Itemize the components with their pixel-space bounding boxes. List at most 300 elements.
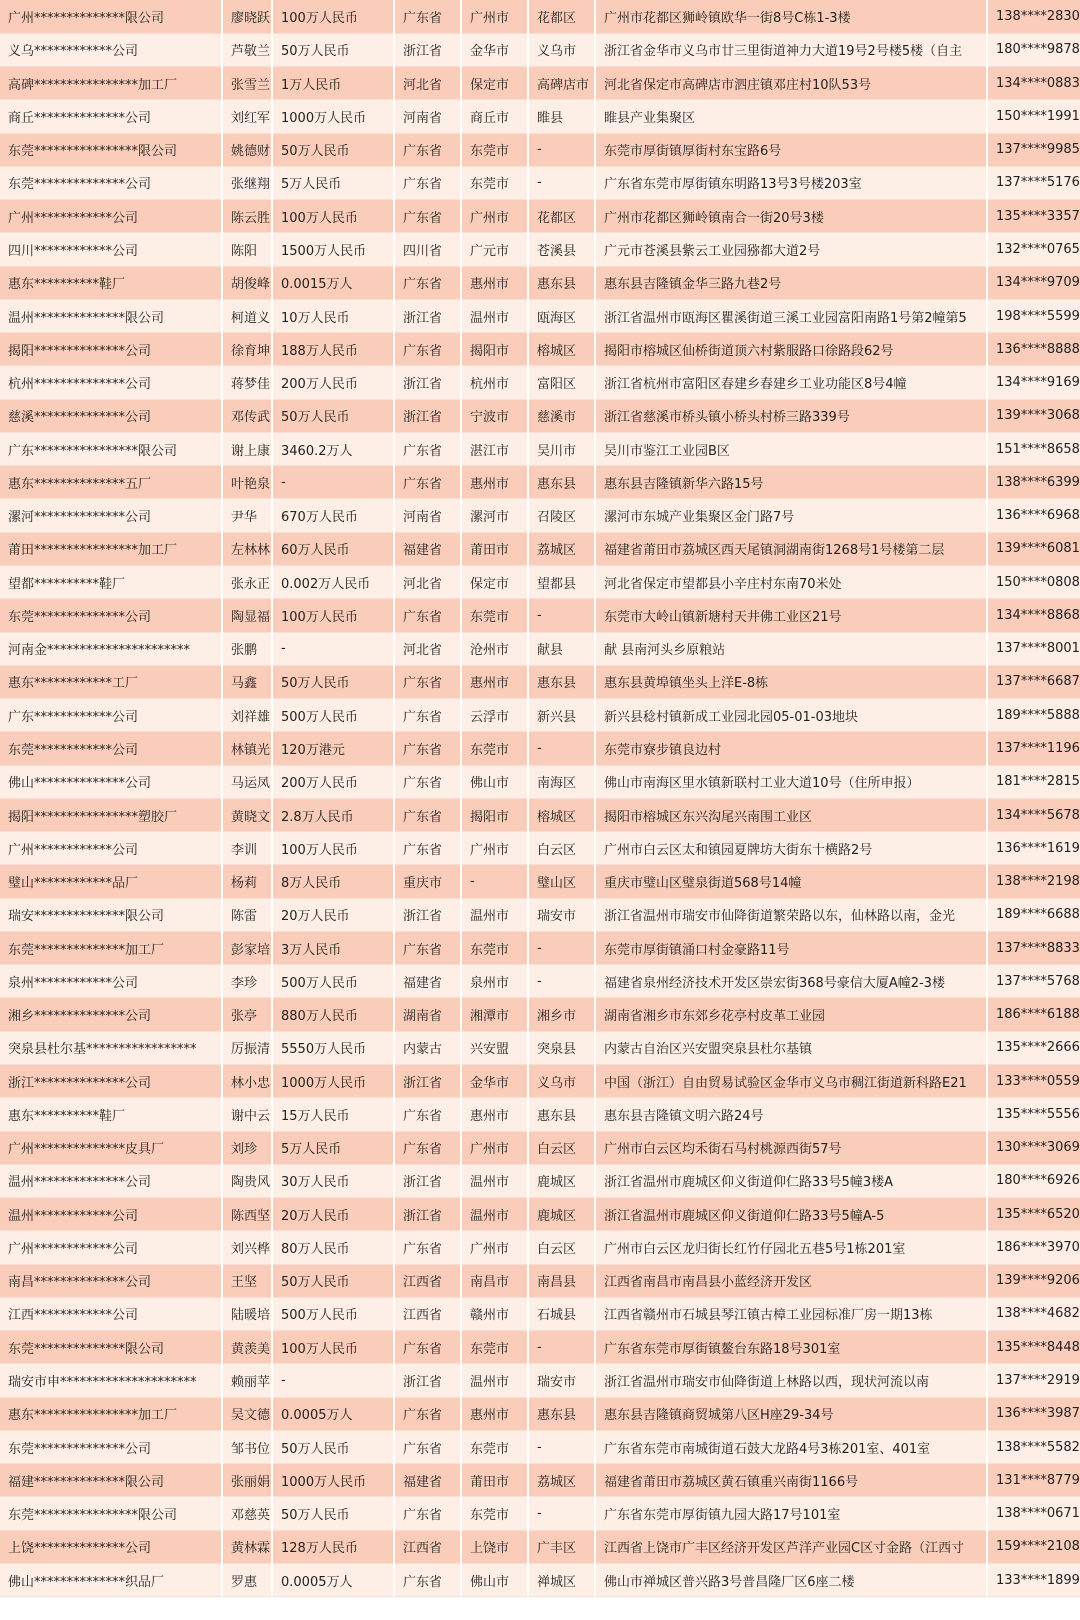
registered-capital-cell: 50万人民币 — [272, 1264, 394, 1297]
registered-capital-cell: 5万人民币 — [272, 166, 394, 199]
phone-cell: 136****1619 — [987, 832, 1080, 865]
city-cell: 广州市 — [461, 200, 528, 233]
address-cell: 献 县南河头乡原粮站 — [595, 632, 987, 665]
legal-person-cell: 林小忠 — [222, 1065, 272, 1098]
district-cell: 石城县 — [528, 1297, 595, 1330]
phone-cell: 136****6968 — [987, 499, 1080, 532]
table-row — [0, 965, 1080, 998]
phone-cell: 131****8779 — [987, 1464, 1080, 1497]
district-cell: 璧山区 — [528, 865, 595, 898]
district-cell: 南昌县 — [528, 1264, 595, 1297]
city-cell: 赣州市 — [461, 1297, 528, 1330]
city-cell: 广州市 — [461, 1231, 528, 1264]
address-cell: 广东省东莞市厚街镇九园大路17号101室 — [595, 1497, 987, 1530]
city-cell: 莆田市 — [461, 1464, 528, 1497]
table-row — [0, 1331, 1080, 1364]
phone-cell: 135****6520 — [987, 1198, 1080, 1231]
province-cell: 河北省 — [394, 67, 461, 100]
address-cell: 福建省泉州经济技术开发区崇宏街368号豪信大厦A幢2-3楼 — [595, 965, 987, 998]
registered-capital-cell: 30万人民币 — [272, 1164, 394, 1197]
address-cell: 广州市白云区龙归街长红竹仔园北五巷5号1栋201室 — [595, 1231, 987, 1264]
phone-cell: 139****9206 — [987, 1264, 1080, 1297]
legal-person-cell: 刘珍 — [222, 1131, 272, 1164]
company-name-cell: 泉州************公司 — [0, 965, 222, 998]
table-row — [0, 1031, 1080, 1064]
province-cell: 广东省 — [394, 599, 461, 632]
city-cell: 宁波市 — [461, 399, 528, 432]
province-cell: 四川省 — [394, 233, 461, 266]
table-row — [0, 1497, 1080, 1530]
address-cell: 广元市苍溪县紫云工业园猕都大道2号 — [595, 233, 987, 266]
phone-cell: 137****6687 — [987, 665, 1080, 698]
company-name-cell: 惠东**********鞋厂 — [0, 1098, 222, 1131]
table-row — [0, 333, 1080, 366]
table-row — [0, 1231, 1080, 1264]
legal-person-cell: 胡俊峰 — [222, 266, 272, 299]
registered-capital-cell: 5万人民币 — [272, 1131, 394, 1164]
address-cell: 惠东县黄埠镇坐头上洋E-8栋 — [595, 665, 987, 698]
province-cell: 浙江省 — [394, 399, 461, 432]
registered-capital-cell: 50万人民币 — [272, 665, 394, 698]
company-name-cell: 温州**************限公司 — [0, 299, 222, 332]
city-cell: 沧州市 — [461, 632, 528, 665]
company-name-cell: 揭阳**************公司 — [0, 333, 222, 366]
registered-capital-cell: 50万人民币 — [272, 1430, 394, 1463]
phone-cell: 135****5556 — [987, 1098, 1080, 1131]
address-cell: 江西省南昌市南昌县小蓝经济开发区 — [595, 1264, 987, 1297]
address-cell: 揭阳市榕城区仙桥街道顶六村紫服路口徐路段62号 — [595, 333, 987, 366]
registered-capital-cell: 200万人民币 — [272, 765, 394, 798]
city-cell: 广州市 — [461, 0, 528, 33]
address-cell: 江西省上饶市广丰区经济开发区芦洋产业园C区寸金路（江西寸 — [595, 1530, 987, 1563]
city-cell: 上饶市 — [461, 1530, 528, 1563]
phone-cell: 130****3069 — [987, 1131, 1080, 1164]
address-cell: 河北省保定市高碑店市泗庄镇邓庄村10队53号 — [595, 67, 987, 100]
table-row — [0, 1098, 1080, 1131]
company-name-cell: 慈溪**************公司 — [0, 399, 222, 432]
address-cell: 湖南省湘乡市东郊乡花亭村皮革工业园 — [595, 998, 987, 1031]
province-cell: 广东省 — [394, 765, 461, 798]
company-name-cell: 四川************公司 — [0, 233, 222, 266]
district-cell: 湘乡市 — [528, 998, 595, 1031]
phone-cell: 134****0883 — [987, 67, 1080, 100]
address-cell: 广州市花都区狮岭镇南合一街20号3楼 — [595, 200, 987, 233]
city-cell: 东莞市 — [461, 732, 528, 765]
province-cell: 江西省 — [394, 1530, 461, 1563]
legal-person-cell: 林镇光 — [222, 732, 272, 765]
district-cell: - — [528, 1430, 595, 1463]
company-name-cell: 杭州**************公司 — [0, 366, 222, 399]
legal-person-cell: 张鹏 — [222, 632, 272, 665]
city-cell: 湘潭市 — [461, 998, 528, 1031]
district-cell: 高碑店市 — [528, 67, 595, 100]
address-cell: 东莞市厚街镇涌口村金豪路11号 — [595, 931, 987, 964]
district-cell: 禅城区 — [528, 1563, 595, 1596]
address-cell: 广州市白云区均禾街石马村桃源西街57号 — [595, 1131, 987, 1164]
province-cell: 河南省 — [394, 100, 461, 133]
district-cell: 突泉县 — [528, 1031, 595, 1064]
company-name-cell: 温州************公司 — [0, 1198, 222, 1231]
province-cell: 广东省 — [394, 1397, 461, 1430]
legal-person-cell: 马鑫 — [222, 665, 272, 698]
city-cell: 温州市 — [461, 1164, 528, 1197]
phone-cell: 139****3068 — [987, 399, 1080, 432]
province-cell: 浙江省 — [394, 1065, 461, 1098]
company-name-cell: 义乌************公司 — [0, 33, 222, 66]
registered-capital-cell: 1500万人民币 — [272, 233, 394, 266]
company-name-cell: 东莞**************公司 — [0, 599, 222, 632]
city-cell: 惠州市 — [461, 665, 528, 698]
legal-person-cell: 黄羡美 — [222, 1331, 272, 1364]
table-row — [0, 1264, 1080, 1297]
company-name-cell: 惠东**************五厂 — [0, 466, 222, 499]
province-cell: 广东省 — [394, 432, 461, 465]
company-name-cell: 揭阳****************塑胶厂 — [0, 798, 222, 831]
legal-person-cell: 李训 — [222, 832, 272, 865]
province-cell: 广东省 — [394, 1497, 461, 1530]
district-cell: 榕城区 — [528, 333, 595, 366]
province-cell: 浙江省 — [394, 366, 461, 399]
city-cell: 兴安盟 — [461, 1031, 528, 1064]
table-row — [0, 599, 1080, 632]
address-cell: 浙江省温州市鹿城区仰义街道仰仁路33号5幢3楼A — [595, 1164, 987, 1197]
registered-capital-cell: 2.8万人民币 — [272, 798, 394, 831]
registered-capital-cell: 3万人民币 — [272, 931, 394, 964]
registered-capital-cell: 100万人民币 — [272, 832, 394, 865]
city-cell: 东莞市 — [461, 931, 528, 964]
address-cell: 浙江省杭州市富阳区春建乡春建乡工业功能区8号4幢 — [595, 366, 987, 399]
legal-person-cell: 黄林霖 — [222, 1530, 272, 1563]
legal-person-cell: 陈云胜 — [222, 200, 272, 233]
registered-capital-cell: 100万人民币 — [272, 200, 394, 233]
legal-person-cell: 谢上康 — [222, 432, 272, 465]
company-name-cell: 佛山**************织品厂 — [0, 1563, 222, 1596]
table-row — [0, 1065, 1080, 1098]
registered-capital-cell: 500万人民币 — [272, 1297, 394, 1330]
legal-person-cell: 邓慈英 — [222, 1497, 272, 1530]
registered-capital-cell: 50万人民币 — [272, 133, 394, 166]
table-row — [0, 765, 1080, 798]
table-row — [0, 832, 1080, 865]
address-cell: 福建省莆田市荔城区黄石镇重兴南街1166号 — [595, 1464, 987, 1497]
company-name-cell: 广州************公司 — [0, 200, 222, 233]
district-cell: 望都县 — [528, 566, 595, 599]
province-cell: 广东省 — [394, 1563, 461, 1596]
phone-cell: 133****1899 — [987, 1563, 1080, 1596]
legal-person-cell: 芦敬兰 — [222, 33, 272, 66]
phone-cell: 137****8001 — [987, 632, 1080, 665]
registered-capital-cell: - — [272, 632, 394, 665]
province-cell: 浙江省 — [394, 898, 461, 931]
legal-person-cell: 陶显福 — [222, 599, 272, 632]
phone-cell: 186****3970 — [987, 1231, 1080, 1264]
phone-cell: 136****3987 — [987, 1397, 1080, 1430]
city-cell: 温州市 — [461, 299, 528, 332]
district-cell: 惠东县 — [528, 1397, 595, 1430]
phone-cell: 186****6188 — [987, 998, 1080, 1031]
district-cell: - — [528, 133, 595, 166]
legal-person-cell: 罗惠 — [222, 1563, 272, 1596]
company-name-cell: 南昌**************公司 — [0, 1264, 222, 1297]
table-row — [0, 200, 1080, 233]
table-row — [0, 1464, 1080, 1497]
phone-cell: 138****4682 — [987, 1297, 1080, 1330]
district-cell: 惠东县 — [528, 1098, 595, 1131]
legal-person-cell: 陶贵风 — [222, 1164, 272, 1197]
city-cell: 广州市 — [461, 832, 528, 865]
table-row — [0, 898, 1080, 931]
phone-cell: 137****8833 — [987, 931, 1080, 964]
phone-cell: 138****2830 — [987, 0, 1080, 33]
company-name-cell: 东莞****************限公司 — [0, 133, 222, 166]
registered-capital-cell: 880万人民币 — [272, 998, 394, 1031]
phone-cell: 151****8658 — [987, 432, 1080, 465]
district-cell: 榕城区 — [528, 798, 595, 831]
phone-cell: 138****5582 — [987, 1430, 1080, 1463]
table-row — [0, 1297, 1080, 1330]
address-cell: 广州市花都区狮岭镇欧华一街8号C栋1-3楼 — [595, 0, 987, 33]
city-cell: 云浮市 — [461, 699, 528, 732]
city-cell: 佛山市 — [461, 765, 528, 798]
province-cell: 广东省 — [394, 832, 461, 865]
province-cell: 广东省 — [394, 0, 461, 33]
address-cell: 惠东县吉隆镇文明六路24号 — [595, 1098, 987, 1131]
city-cell: - — [461, 865, 528, 898]
table-row — [0, 1198, 1080, 1231]
registered-capital-cell: 0.0005万人 — [272, 1397, 394, 1430]
province-cell: 浙江省 — [394, 1198, 461, 1231]
table-row — [0, 67, 1080, 100]
phone-cell: 137****1196 — [987, 732, 1080, 765]
city-cell: 广元市 — [461, 233, 528, 266]
phone-cell: 134****5678 — [987, 798, 1080, 831]
registered-capital-cell: 128万人民币 — [272, 1530, 394, 1563]
phone-cell: 134****9169 — [987, 366, 1080, 399]
address-cell: 吴川市鉴江工业园B区 — [595, 432, 987, 465]
registered-capital-cell: 8万人民币 — [272, 865, 394, 898]
district-cell: 睢县 — [528, 100, 595, 133]
table-row — [0, 299, 1080, 332]
city-cell: 保定市 — [461, 67, 528, 100]
address-cell: 浙江省金华市义乌市廿三里街道神力大道19号2号楼5楼（自主 — [595, 33, 987, 66]
legal-person-cell: 张亭 — [222, 998, 272, 1031]
table-row — [0, 632, 1080, 665]
legal-person-cell: 柯道义 — [222, 299, 272, 332]
legal-person-cell: 陈阳 — [222, 233, 272, 266]
table-row — [0, 865, 1080, 898]
legal-person-cell: 马运凤 — [222, 765, 272, 798]
table-row — [0, 1530, 1080, 1563]
legal-person-cell: 张永正 — [222, 566, 272, 599]
registered-capital-cell: 0.0015万人 — [272, 266, 394, 299]
address-cell: 漯河市东城产业集聚区金门路7号 — [595, 499, 987, 532]
registered-capital-cell: 100万人民币 — [272, 0, 394, 33]
registered-capital-cell: 0.002万人民币 — [272, 566, 394, 599]
phone-cell: 138****0671 — [987, 1497, 1080, 1530]
district-cell: 惠东县 — [528, 665, 595, 698]
registered-capital-cell: 10万人民币 — [272, 299, 394, 332]
province-cell: 河南省 — [394, 499, 461, 532]
registered-capital-cell: 1000万人民币 — [272, 1464, 394, 1497]
province-cell: 浙江省 — [394, 33, 461, 66]
registered-capital-cell: 20万人民币 — [272, 1198, 394, 1231]
district-cell: 荔城区 — [528, 1464, 595, 1497]
district-cell: 吴川市 — [528, 432, 595, 465]
registered-capital-cell: - — [272, 466, 394, 499]
province-cell: 浙江省 — [394, 1364, 461, 1397]
company-name-cell: 莆田****************加工厂 — [0, 532, 222, 565]
registered-capital-cell: 100万人民币 — [272, 599, 394, 632]
table-row — [0, 1397, 1080, 1430]
company-name-cell: 瑞安市申********************* — [0, 1364, 222, 1397]
district-cell: 惠东县 — [528, 266, 595, 299]
district-cell: 义乌市 — [528, 1065, 595, 1098]
city-cell: 揭阳市 — [461, 333, 528, 366]
city-cell: 惠州市 — [461, 466, 528, 499]
address-cell: 广州市白云区太和镇园夏牌坊大街东十横路2号 — [595, 832, 987, 865]
address-cell: 浙江省温州市鹿城区仰义街道仰仁路33号5幢A-5 — [595, 1198, 987, 1231]
district-cell: 白云区 — [528, 1131, 595, 1164]
legal-person-cell: 王坚 — [222, 1264, 272, 1297]
address-cell: 广东省东莞市厚街镇东明路13号3号楼203室 — [595, 166, 987, 199]
phone-cell: 134****9709 — [987, 266, 1080, 299]
legal-person-cell: 陆暖培 — [222, 1297, 272, 1330]
phone-cell: 150****1991 — [987, 100, 1080, 133]
phone-cell: 138****2198 — [987, 865, 1080, 898]
company-name-cell: 璧山************品厂 — [0, 865, 222, 898]
province-cell: 广东省 — [394, 333, 461, 366]
company-name-cell: 商丘**************公司 — [0, 100, 222, 133]
registered-capital-cell: 50万人民币 — [272, 399, 394, 432]
table-row — [0, 399, 1080, 432]
city-cell: 东莞市 — [461, 1497, 528, 1530]
phone-cell: 136****8888 — [987, 333, 1080, 366]
province-cell: 湖南省 — [394, 998, 461, 1031]
table-row — [0, 466, 1080, 499]
table-row — [0, 166, 1080, 199]
district-cell: 召陵区 — [528, 499, 595, 532]
district-cell: 荔城区 — [528, 532, 595, 565]
province-cell: 江西省 — [394, 1264, 461, 1297]
table-row — [0, 133, 1080, 166]
legal-person-cell: 黄晓文 — [222, 798, 272, 831]
registered-capital-cell: 20万人民币 — [272, 898, 394, 931]
district-cell: 白云区 — [528, 1231, 595, 1264]
city-cell: 莆田市 — [461, 532, 528, 565]
phone-cell: 135****8448 — [987, 1331, 1080, 1364]
table-row — [0, 998, 1080, 1031]
address-cell: 惠东县吉隆镇商贸城第八区H座29-34号 — [595, 1397, 987, 1430]
legal-person-cell: 刘红军 — [222, 100, 272, 133]
legal-person-cell: 刘祥雄 — [222, 699, 272, 732]
legal-person-cell: 彭家培 — [222, 931, 272, 964]
company-name-cell: 东莞**************公司 — [0, 1430, 222, 1463]
phone-cell: 137****9985 — [987, 133, 1080, 166]
province-cell: 广东省 — [394, 665, 461, 698]
legal-person-cell: 陈雷 — [222, 898, 272, 931]
address-cell: 重庆市璧山区璧泉街道568号14幢 — [595, 865, 987, 898]
city-cell: 金华市 — [461, 33, 528, 66]
province-cell: 广东省 — [394, 1331, 461, 1364]
legal-person-cell: 尹华 — [222, 499, 272, 532]
phone-cell: 135****2666 — [987, 1031, 1080, 1064]
legal-person-cell: 厉振清 — [222, 1031, 272, 1064]
phone-cell: 189****6688 — [987, 898, 1080, 931]
city-cell: 揭阳市 — [461, 798, 528, 831]
company-name-cell: 广州************公司 — [0, 1231, 222, 1264]
district-cell: 鹿城区 — [528, 1164, 595, 1197]
district-cell: 白云区 — [528, 832, 595, 865]
city-cell: 漯河市 — [461, 499, 528, 532]
city-cell: 惠州市 — [461, 266, 528, 299]
phone-cell: 132****0765 — [987, 233, 1080, 266]
table-row — [0, 1430, 1080, 1463]
city-cell: 东莞市 — [461, 1430, 528, 1463]
province-cell: 福建省 — [394, 965, 461, 998]
city-cell: 佛山市 — [461, 1563, 528, 1596]
company-name-cell: 高碑****************加工厂 — [0, 67, 222, 100]
legal-person-cell: 张雪兰 — [222, 67, 272, 100]
company-name-cell: 漯河**************公司 — [0, 499, 222, 532]
registered-capital-cell: 60万人民币 — [272, 532, 394, 565]
table-row — [0, 366, 1080, 399]
province-cell: 广东省 — [394, 798, 461, 831]
province-cell: 广东省 — [394, 1231, 461, 1264]
district-cell: - — [528, 166, 595, 199]
province-cell: 广东省 — [394, 200, 461, 233]
city-cell: 湛江市 — [461, 432, 528, 465]
legal-person-cell: 邓传武 — [222, 399, 272, 432]
legal-person-cell: 廖晓跃 — [222, 0, 272, 33]
phone-cell: 159****2108 — [987, 1530, 1080, 1563]
address-cell: 浙江省慈溪市桥头镇小桥头村桥三路339号 — [595, 399, 987, 432]
company-name-cell: 广东************公司 — [0, 699, 222, 732]
district-cell: 义乌市 — [528, 33, 595, 66]
address-cell: 内蒙古自治区兴安盟突泉县杜尔基镇 — [595, 1031, 987, 1064]
city-cell: 东莞市 — [461, 599, 528, 632]
address-cell: 中国（浙江）自由贸易试验区金华市义乌市稠江街道新科路E21 — [595, 1065, 987, 1098]
phone-cell: 138****6399 — [987, 466, 1080, 499]
table-row — [0, 499, 1080, 532]
district-cell: - — [528, 732, 595, 765]
registered-capital-cell: 15万人民币 — [272, 1098, 394, 1131]
address-cell: 佛山市南海区里水镇新联村工业大道10号（住所申报） — [595, 765, 987, 798]
city-cell: 泉州市 — [461, 965, 528, 998]
city-cell: 温州市 — [461, 1364, 528, 1397]
table-row — [0, 699, 1080, 732]
legal-person-cell: 蒋梦佳 — [222, 366, 272, 399]
district-cell: - — [528, 599, 595, 632]
registered-capital-cell: 5550万人民币 — [272, 1031, 394, 1064]
company-name-cell: 佛山**************公司 — [0, 765, 222, 798]
legal-person-cell: 吴文德 — [222, 1397, 272, 1430]
table-row — [0, 566, 1080, 599]
legal-person-cell: 叶艳泉 — [222, 466, 272, 499]
province-cell: 福建省 — [394, 1464, 461, 1497]
district-cell: 富阳区 — [528, 366, 595, 399]
phone-cell: 180****6926 — [987, 1164, 1080, 1197]
registered-capital-cell: 1000万人民币 — [272, 1065, 394, 1098]
city-cell: 东莞市 — [461, 133, 528, 166]
address-cell: 浙江省温州市瑞安市仙降街道上林路以西，现状河流以南 — [595, 1364, 987, 1397]
company-name-cell: 江西************公司 — [0, 1297, 222, 1330]
registered-capital-cell: 200万人民币 — [272, 366, 394, 399]
legal-person-cell: 谢中云 — [222, 1098, 272, 1131]
province-cell: 广东省 — [394, 1430, 461, 1463]
address-cell: 福建省莆田市荔城区西天尾镇洞湖南街1268号1号楼第二层 — [595, 532, 987, 565]
district-cell: 鹿城区 — [528, 1198, 595, 1231]
registered-capital-cell: 1万人民币 — [272, 67, 394, 100]
